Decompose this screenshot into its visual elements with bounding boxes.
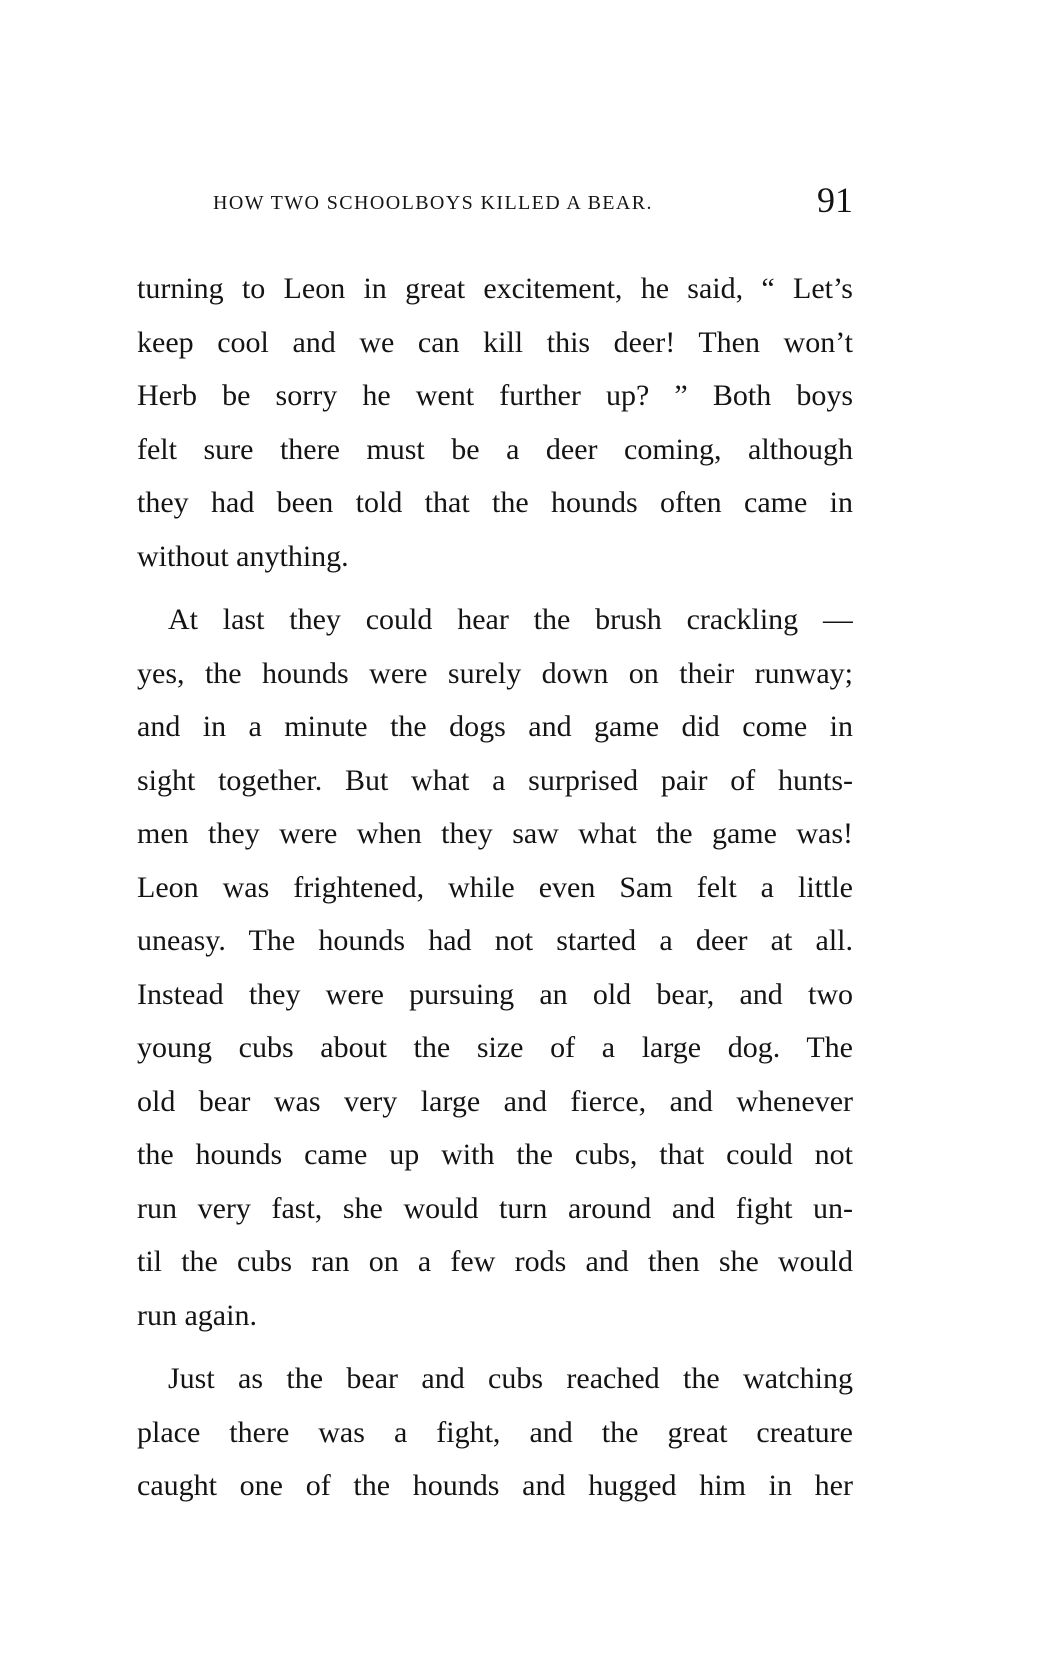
text-line: young cubs about the size of a large dog. The <box>137 1031 853 1064</box>
page-number: 91 <box>817 180 853 220</box>
text-line: Instead they were pursuing an old bear, and two <box>137 977 853 1011</box>
text-line: they had been told that the hounds often came in <box>137 486 853 519</box>
text-line: Herb be sorry he went further up? ” Both boys <box>137 379 853 412</box>
text-line: caught one of the hounds and hugged him in her <box>137 1469 853 1502</box>
body-text <box>137 262 853 1513</box>
paragraph <box>137 1352 853 1513</box>
text-line: the hounds came up with the cubs, that could not <box>137 1138 853 1171</box>
running-title: HOW TWO SCHOOLBOYS KILLED A BEAR. <box>213 192 653 214</box>
text-line: run again. <box>137 1298 257 1332</box>
text-line: uneasy. The hounds had not started a deer at all. <box>137 924 853 957</box>
text-line: yes, the hounds were surely down on their runway; <box>137 656 853 690</box>
running-head <box>213 180 853 228</box>
text-line: til the cubs ran on a few rods and then she would <box>137 1245 853 1278</box>
text-line: felt sure there must be a deer coming, although <box>137 432 853 466</box>
text-line: turning to Leon in great excitement, he said, “ Let’s <box>137 272 853 305</box>
paragraph <box>137 593 853 1342</box>
text-line: without anything. <box>137 539 349 573</box>
text-line: sight together. But what a surprised pair of hunts- <box>137 763 853 797</box>
text-line: place there was a fight, and the great creature <box>137 1415 853 1449</box>
text-line: Leon was frightened, while even Sam felt a little <box>137 870 853 904</box>
text-line: men they were when they saw what the game was! <box>137 817 853 850</box>
text-line: At last they could hear the brush crackling — <box>168 603 853 636</box>
paragraph <box>137 262 853 583</box>
text-line: Just as the bear and cubs reached the watching <box>168 1362 853 1395</box>
text-line: keep cool and we can kill this deer! Then won’t <box>137 325 853 359</box>
text-line: old bear was very large and fierce, and whenever <box>137 1084 853 1118</box>
text-line: and in a minute the dogs and game did come in <box>137 710 853 743</box>
text-line: run very fast, she would turn around and fight un- <box>137 1191 853 1225</box>
